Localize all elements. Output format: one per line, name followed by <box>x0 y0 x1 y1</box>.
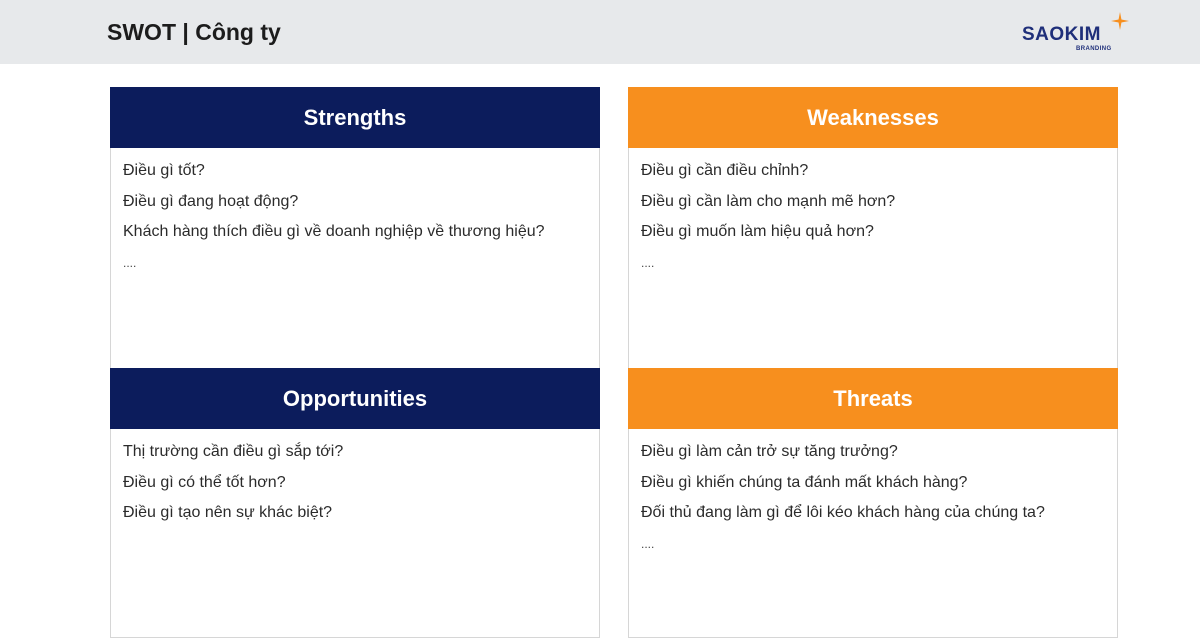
list-item: Điều gì tốt? <box>123 162 205 179</box>
threats-card <box>628 368 1118 638</box>
threats-list <box>629 429 1117 559</box>
strengths-list <box>111 148 599 278</box>
top-bar <box>0 0 1200 64</box>
list-item: Điều gì có thể tốt hơn? <box>123 473 286 491</box>
list-item: Điều gì cần điều chỉnh? <box>641 162 809 179</box>
star-icon <box>1111 12 1129 30</box>
list-item: .... <box>641 255 655 270</box>
weaknesses-list <box>629 148 1117 278</box>
weaknesses-header: Weaknesses <box>628 87 1118 148</box>
list-item: Điều gì đang hoạt động? <box>123 192 299 210</box>
weaknesses-card <box>628 87 1118 369</box>
list-item: Đối thủ đang làm gì để lôi kéo khách hàng của chúng ta? <box>641 504 1045 521</box>
list-item: .... <box>641 536 655 551</box>
page-title: SWOT | Công ty <box>107 19 281 45</box>
list-item: Điều gì làm cản trở sự tăng trưởng? <box>641 443 898 460</box>
list-item: Điều gì cần làm cho mạnh mẽ hơn? <box>641 192 896 210</box>
logo-subtitle: BRANDING <box>1076 46 1112 52</box>
opportunities-list <box>111 429 599 529</box>
list-item: Khách hàng thích điều gì về doanh nghiệp về thương hiệu? <box>123 223 545 240</box>
list-item: Điều gì tạo nên sự khác biệt? <box>123 504 333 521</box>
list-item: Điều gì khiến chúng ta đánh mất khách hàng? <box>641 473 968 491</box>
list-item: Thị trường cần điều gì sắp tới? <box>123 443 344 460</box>
logo-wordmark: SAOKIM <box>1022 24 1101 45</box>
strengths-header: Strengths <box>110 87 600 148</box>
saokim-logo <box>1022 12 1142 56</box>
threats-header: Threats <box>628 368 1118 429</box>
opportunities-header: Opportunities <box>110 368 600 429</box>
opportunities-card <box>110 368 600 638</box>
strengths-card <box>110 87 600 369</box>
list-item: .... <box>123 255 137 270</box>
list-item: Điều gì muốn làm hiệu quả hơn? <box>641 223 874 240</box>
